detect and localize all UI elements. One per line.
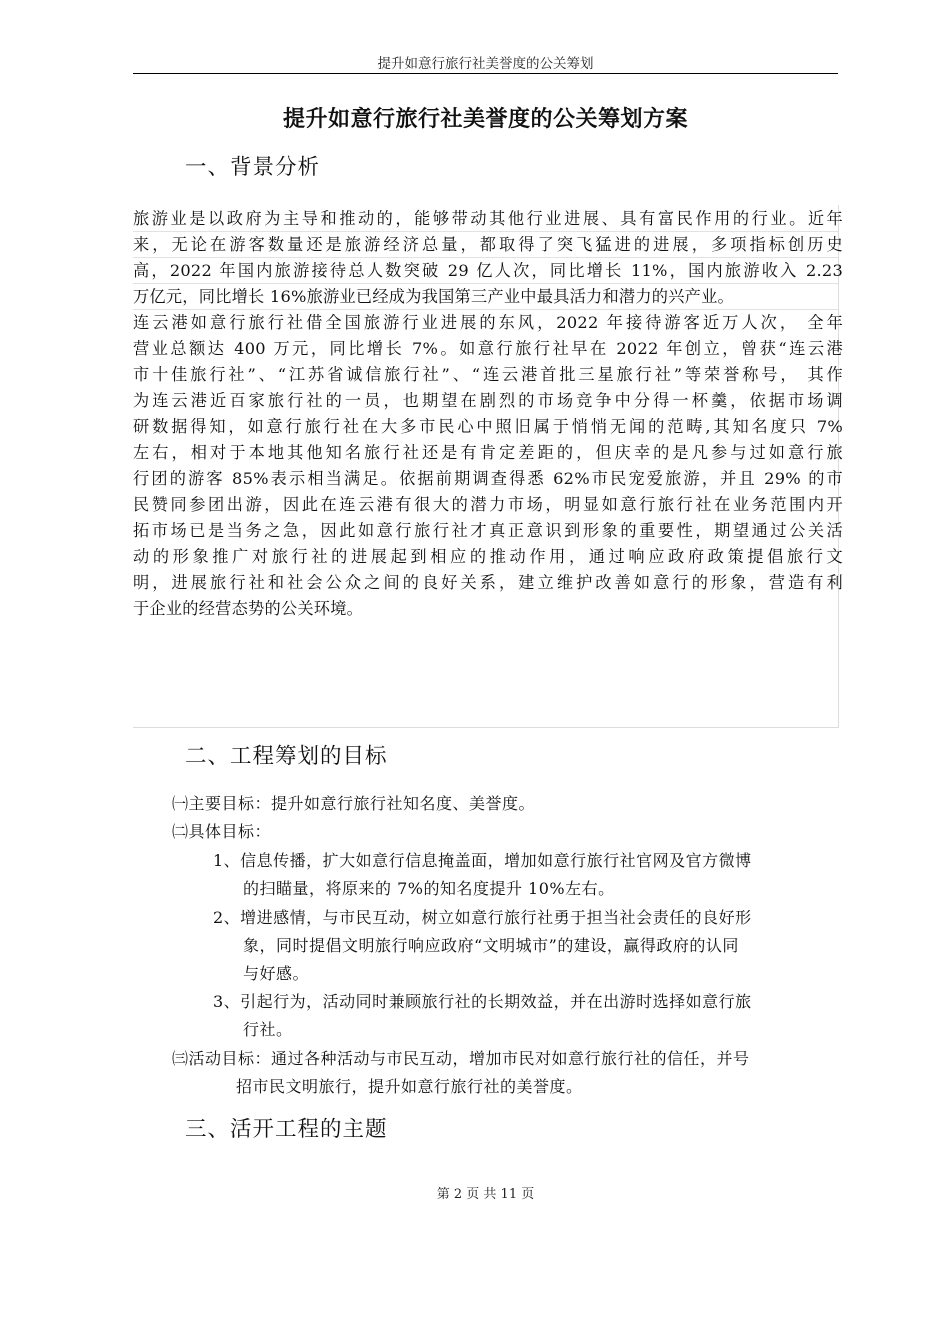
activity-objective: ㈢活动目标：通过各种活动与市民互动，增加市民对如意行旅行社的信任，并号 bbox=[172, 1049, 750, 1068]
main-objective: ㈠主要目标：提升如意行旅行社知名度、美誉度。 bbox=[172, 794, 536, 813]
text-line: 来，无论在游客数量还是旅游经济总量，都取得了突飞猛进的进展，多项指标创历史 bbox=[133, 235, 843, 254]
text-line: 民赞同参团出游，因此在连云港有很大的潜力市场，明显如意行旅行社在业务范围内开 bbox=[133, 495, 843, 514]
list-item-line: 的扫瞄量，将原来的 7%的知名度提升 10%左右。 bbox=[243, 879, 615, 898]
text-line: 动的形象推广对旅行社的进展起到相应的推动作用，通过响应政府政策提倡旅行文 bbox=[133, 547, 843, 566]
text-line: 明，进展旅行社和社会公众之间的良好关系，建立维护改善如意行的形象，营造有利 bbox=[133, 573, 843, 592]
text-line: 左右，相对于本地其他知名旅行社还是有肯定差距的，但庆幸的是凡参与过如意行旅 bbox=[133, 443, 843, 462]
text-line: 营业总额达 400 万元，同比增长 7%。如意行旅行社早在 2022 年创立，曾获“连云港 bbox=[133, 339, 843, 358]
list-item-line: 2、增进感情，与市民互动，树立如意行旅行社勇于担当社会责任的良好形 bbox=[213, 908, 752, 927]
text-line: 拓市场已是当务之急，因此如意行旅行社才真正意识到形象的重要性，期望通过公关活 bbox=[133, 521, 843, 540]
text-line: 旅游业是以政府为主导和推动的，能够带动其他行业进展、具有富民作用的行业。近年 bbox=[133, 209, 843, 228]
running-header: 提升如意行旅行社美誉度的公关筹划 bbox=[377, 56, 594, 72]
list-item-line: 象，同时提倡文明旅行响应政府“文明城市”的建设，赢得政府的认同 bbox=[243, 936, 739, 955]
list-item-line: 1、信息传播，扩大如意行信息掩盖面，增加如意行旅行社官网及官方微博 bbox=[213, 851, 752, 870]
header-divider bbox=[133, 73, 838, 74]
list-item-line: 行社。 bbox=[243, 1020, 293, 1039]
specific-objectives-label: ㈡具体目标： bbox=[172, 822, 272, 841]
document-title: 提升如意行旅行社美誉度的公关筹划方案 bbox=[282, 107, 688, 132]
text-line: 行团的游客 85%表示相当满足。依据前期调查得悉 62%市民宠爱旅游，并且 29% 的市 bbox=[133, 469, 843, 488]
list-item-line: 与好感。 bbox=[243, 964, 310, 983]
section-heading-background: 一、背景分析 bbox=[185, 155, 321, 180]
text-line: 为连云港近百家旅行社的一员，也期望在剧烈的市场竞争中分得一杯羹，依据市场调 bbox=[133, 391, 843, 410]
text-line: 连云港如意行旅行社借全国旅游行业进展的东风，2022 年接待游客近万人次， 全年 bbox=[133, 313, 844, 332]
text-line: 于企业的经营态势的公关环境。 bbox=[133, 599, 364, 618]
text-line: 市十佳旅行社”、“江苏省诚信旅行社”、“连云港首批三星旅行社”等荣誉称号， 其作 bbox=[133, 365, 843, 384]
page-number-footer: 第 2 页 共 11 页 bbox=[436, 1187, 535, 1202]
activity-objective-cont: 招市民文明旅行，提升如意行旅行社的美誉度。 bbox=[236, 1077, 583, 1096]
text-line: 万亿元，同比增长 16%旅游业已经成为我国第三产业中最具活力和潜力的兴产业。 bbox=[133, 287, 734, 306]
section-heading-theme: 三、活开工程的主题 bbox=[185, 1117, 388, 1142]
text-line: 高，2022 年国内旅游接待总人数突破 29 亿人次，同比增长 11%，国内旅游收入 2.23 bbox=[133, 261, 843, 280]
text-line: 研数据得知，如意行旅行社在大多市民心中照旧属于悄悄无闻的范畴,其知名度只 7% bbox=[133, 417, 843, 436]
section-heading-objectives: 二、工程筹划的目标 bbox=[185, 744, 388, 769]
list-item-line: 3、引起行为，活动同时兼顾旅行社的长期效益，并在出游时选择如意行旅 bbox=[213, 992, 752, 1011]
